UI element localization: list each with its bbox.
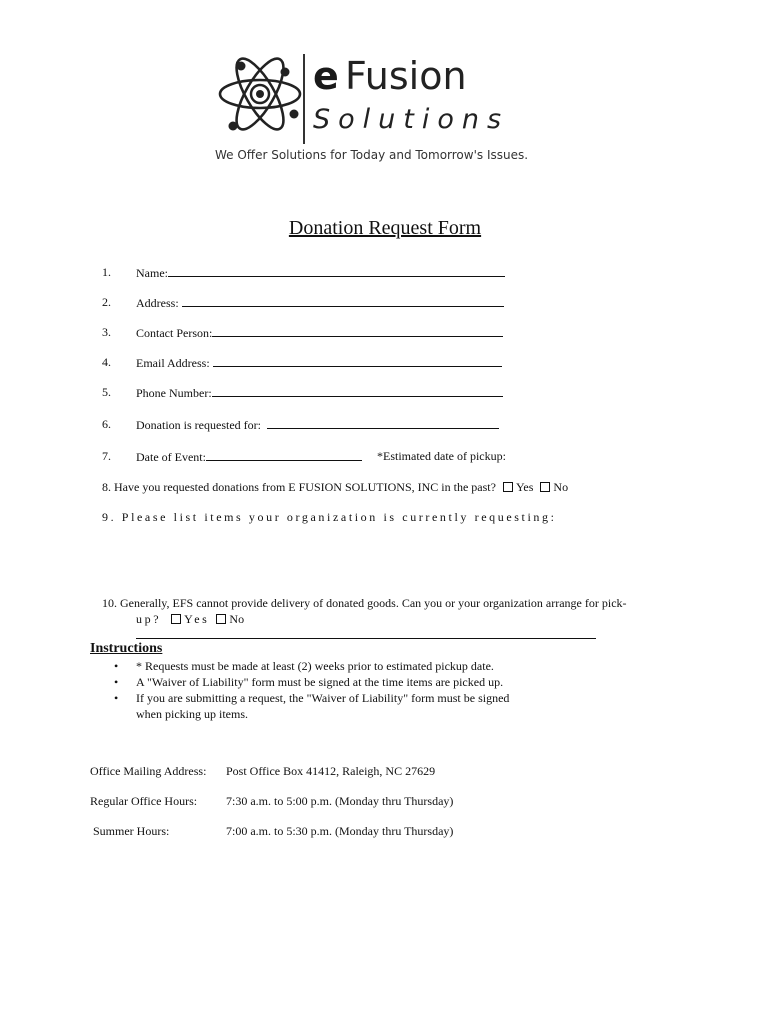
no-label: No bbox=[229, 612, 245, 626]
field-label: Phone Number: bbox=[136, 386, 212, 400]
summer-hours-label: Summer Hours: bbox=[93, 824, 170, 838]
office-mailing-label: Office Mailing Address: bbox=[90, 764, 207, 778]
phone-input-line[interactable] bbox=[212, 385, 503, 397]
donation-for-input-line[interactable] bbox=[267, 417, 499, 429]
no-label: No bbox=[553, 480, 569, 494]
question-text: up? bbox=[136, 612, 162, 626]
field-number: 5. bbox=[102, 385, 111, 399]
yes-checkbox[interactable] bbox=[171, 614, 181, 624]
logo-divider bbox=[303, 54, 305, 144]
field-label: Donation is requested for: bbox=[136, 418, 261, 432]
logo-text-solutions: Solutions bbox=[313, 104, 510, 135]
page-title: Donation Request Form bbox=[288, 217, 482, 239]
field-number: 1. bbox=[102, 265, 111, 279]
pickup-date-label: *Estimated date of pickup: bbox=[377, 449, 506, 463]
no-checkbox[interactable] bbox=[216, 614, 226, 624]
question-text: 8. Have you requested donations from E FUSION SOLUTIONS, INC in the past? bbox=[102, 480, 496, 494]
logo-tagline: We Offer Solutions for Today and Tomorrow's Issues. bbox=[215, 148, 529, 162]
logo-text-e: e bbox=[313, 54, 339, 98]
field-number: 7. bbox=[102, 449, 111, 463]
instruction-item: If you are submitting a request, the "Waiver of Liability" form must be signed bbox=[136, 691, 510, 705]
divider-line bbox=[136, 638, 596, 639]
field-label: Name: bbox=[136, 266, 168, 280]
question-items-requesting: 9. Please list items your organization is currently requesting: bbox=[102, 510, 557, 524]
question-pickup-line1: 10. Generally, EFS cannot provide delivery of donated goods. Can you or your organization arrange for pick- bbox=[102, 596, 627, 610]
yes-label: Yes bbox=[184, 612, 210, 626]
no-checkbox[interactable] bbox=[540, 482, 550, 492]
field-label: Date of Event: bbox=[136, 450, 206, 464]
logo-text-fusion: Fusion bbox=[345, 54, 467, 98]
field-number: 2. bbox=[102, 295, 111, 309]
bullet-icon: • bbox=[114, 691, 119, 705]
email-input-line[interactable] bbox=[213, 355, 502, 367]
summer-hours-value: 7:00 a.m. to 5:30 p.m. (Monday thru Thursday) bbox=[226, 824, 454, 838]
yes-checkbox[interactable] bbox=[503, 482, 513, 492]
bullet-icon: • bbox=[114, 659, 119, 673]
office-mailing-value: Post Office Box 41412, Raleigh, NC 27629 bbox=[226, 764, 436, 778]
field-label: Address: bbox=[136, 296, 179, 310]
instruction-item-continued: when picking up items. bbox=[136, 707, 248, 721]
office-hours-value: 7:30 a.m. to 5:00 p.m. (Monday thru Thursday) bbox=[226, 794, 454, 808]
address-input-line[interactable] bbox=[182, 295, 504, 307]
field-number: 4. bbox=[102, 355, 111, 369]
field-number: 3. bbox=[102, 325, 111, 339]
contact-person-input-line[interactable] bbox=[212, 325, 503, 337]
name-input-line[interactable] bbox=[168, 265, 505, 277]
office-hours-label: Regular Office Hours: bbox=[90, 794, 198, 808]
field-label: Email Address: bbox=[136, 356, 210, 370]
atom-icon bbox=[215, 44, 305, 144]
instructions-heading: Instructions bbox=[90, 641, 163, 656]
instruction-item: * Requests must be made at least (2) weeks prior to estimated pickup date. bbox=[136, 659, 494, 673]
question-pickup-line2 bbox=[136, 612, 244, 627]
yes-label: Yes bbox=[515, 480, 534, 494]
field-number: 6. bbox=[102, 417, 111, 431]
question-past-donations bbox=[102, 480, 568, 495]
company-logo bbox=[215, 44, 529, 169]
bullet-icon: • bbox=[114, 675, 119, 689]
instruction-item: A "Waiver of Liability" form must be signed at the time items are picked up. bbox=[136, 675, 504, 689]
date-of-event-input-line[interactable] bbox=[206, 449, 362, 461]
field-label: Contact Person: bbox=[136, 326, 213, 340]
